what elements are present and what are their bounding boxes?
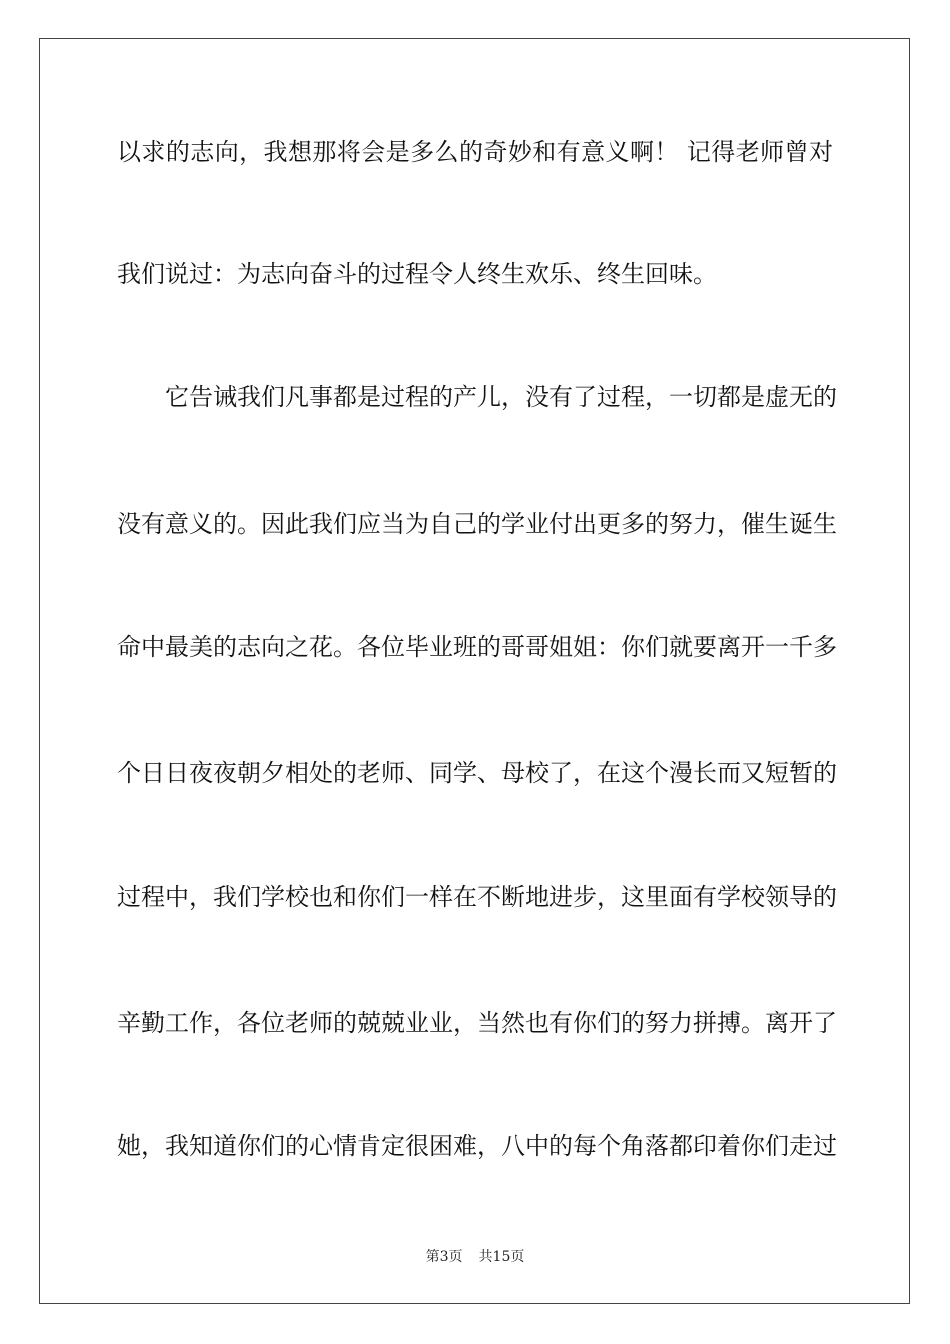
body-text-line-4: 没有意义的。因此我们应当为自己的学业付出更多的努力，催生诞生 [117, 510, 837, 538]
page-border [39, 38, 910, 1304]
page-number: 第3页 [425, 1249, 463, 1265]
page-footer [0, 1248, 950, 1266]
body-text-line-1: 以求的志向，我想那将会是多么的奇妙和有意义啊！ 记得老师曾对 [117, 138, 833, 166]
body-text-line-3: 它告诫我们凡事都是过程的产儿，没有了过程，一切都是虚无的 [165, 383, 837, 411]
body-text-line-2: 我们说过：为志向奋斗的过程令人终生欢乐、终生回味。 [117, 260, 717, 288]
body-text-line-6: 个日日夜夜朝夕相处的老师、同学、母校了，在这个漫长而又短暂的 [117, 759, 837, 787]
body-text-line-7: 过程中，我们学校也和你们一样在不断地进步，这里面有学校领导的 [117, 883, 837, 911]
body-text-line-9: 她，我知道你们的心情肯定很困难，八中的每个角落都印着你们走过 [117, 1132, 837, 1160]
total-pages: 共15页 [478, 1249, 525, 1265]
body-text-line-5: 命中最美的志向之花。各位毕业班的哥哥姐姐：你们就要离开一千多 [117, 633, 837, 661]
body-text-line-8: 辛勤工作，各位老师的兢兢业业，当然也有你们的努力拼搏。离开了 [117, 1009, 837, 1037]
